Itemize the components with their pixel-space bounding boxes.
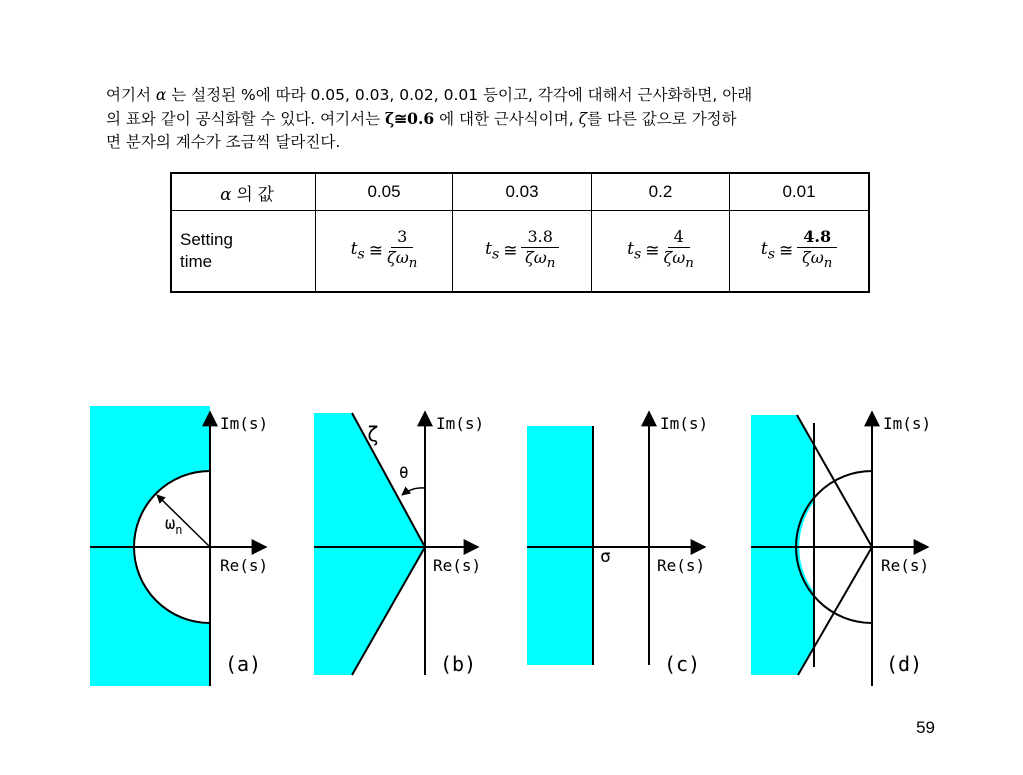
denominator-sub: n [685, 256, 694, 272]
alpha-symbol: α [155, 86, 167, 104]
denominator-text: ζω [663, 248, 686, 268]
lhs-sub: s [357, 246, 365, 263]
theta-arc [402, 488, 425, 495]
denominator-text: ζω [525, 248, 547, 268]
denominator-text: ζω [802, 248, 824, 268]
im-label-d: Im(s) [883, 414, 932, 433]
numerator: 3.8 [521, 227, 558, 248]
im-label-b: Im(s) [436, 414, 485, 433]
denominator-text: ζω [387, 248, 409, 268]
lhs-sub: s [634, 246, 642, 263]
diagram-d [751, 412, 931, 686]
zeta-label: ζ [367, 422, 380, 446]
header-cell: 0.2 [592, 173, 730, 211]
denominator-sub: n [546, 256, 556, 272]
text-segment: 에 대한 근사식이며, [434, 110, 579, 128]
approx-sign: ≅ [368, 241, 384, 261]
re-label-a: Re(s) [220, 556, 269, 575]
caption-d: (d) [886, 652, 923, 676]
approx-sign: ≅ [779, 241, 794, 261]
sigma-label: σ [600, 546, 611, 567]
lhs-t: t [485, 239, 492, 260]
region-d [751, 415, 814, 675]
lhs-sub: s [767, 246, 775, 263]
denominator-sub: n [408, 256, 418, 272]
paragraph-line-3: 면 분자의 계수가 조금씩 달라진다. [106, 133, 341, 151]
omega-label: $\omega_n$ [165, 514, 183, 537]
alpha-symbol: α [220, 184, 232, 205]
lhs-t: t [627, 239, 634, 260]
row-label: Setting time [180, 230, 233, 271]
re-label-b: Re(s) [433, 556, 482, 575]
diagram-b [314, 412, 484, 676]
numerator: 4.8 [797, 227, 837, 248]
im-label-c: Im(s) [660, 414, 709, 433]
theta-label: θ [399, 463, 409, 482]
text-segment: 를 다른 값으로 가정하 [586, 110, 737, 128]
region-c [527, 426, 593, 665]
zeta-approx: ζ≅0.6 [385, 109, 435, 128]
caption-b: (b) [440, 652, 477, 676]
lhs-t: t [350, 239, 358, 260]
lhs-t: t [760, 239, 768, 260]
approx-sign: ≅ [645, 241, 660, 261]
zeta-symbol: ζ [578, 110, 587, 128]
header-cell: 0.01 [730, 173, 870, 211]
re-label-c: Re(s) [657, 556, 706, 575]
numerator: 3 [391, 227, 413, 248]
page-number: 59 [916, 718, 935, 737]
header-label: 의 값 [236, 184, 274, 204]
lhs-sub: s [491, 246, 500, 263]
numerator: 4 [668, 227, 690, 248]
diagram-a [90, 406, 268, 686]
denominator-sub: n [823, 256, 833, 272]
re-label-d: Re(s) [881, 556, 930, 575]
im-label-a: Im(s) [220, 414, 269, 433]
approx-sign: ≅ [503, 241, 518, 261]
diagram-c [527, 412, 708, 676]
caption-c: (c) [664, 652, 701, 676]
region-b [314, 413, 425, 675]
text-segment: 여기서 [106, 86, 156, 104]
header-cell: 0.05 [316, 173, 453, 211]
text-segment: 의 표와 같이 공식화할 수 있다. 여기서는 [106, 110, 385, 128]
text-segment: 는 설정된 %에 따라 0.05, 0.03, 0.02, 0.01 등이고, 각각에 대해서 근사화하면, 아래 [166, 86, 753, 104]
header-cell: 0.03 [453, 173, 592, 211]
caption-a: (a) [225, 652, 262, 676]
